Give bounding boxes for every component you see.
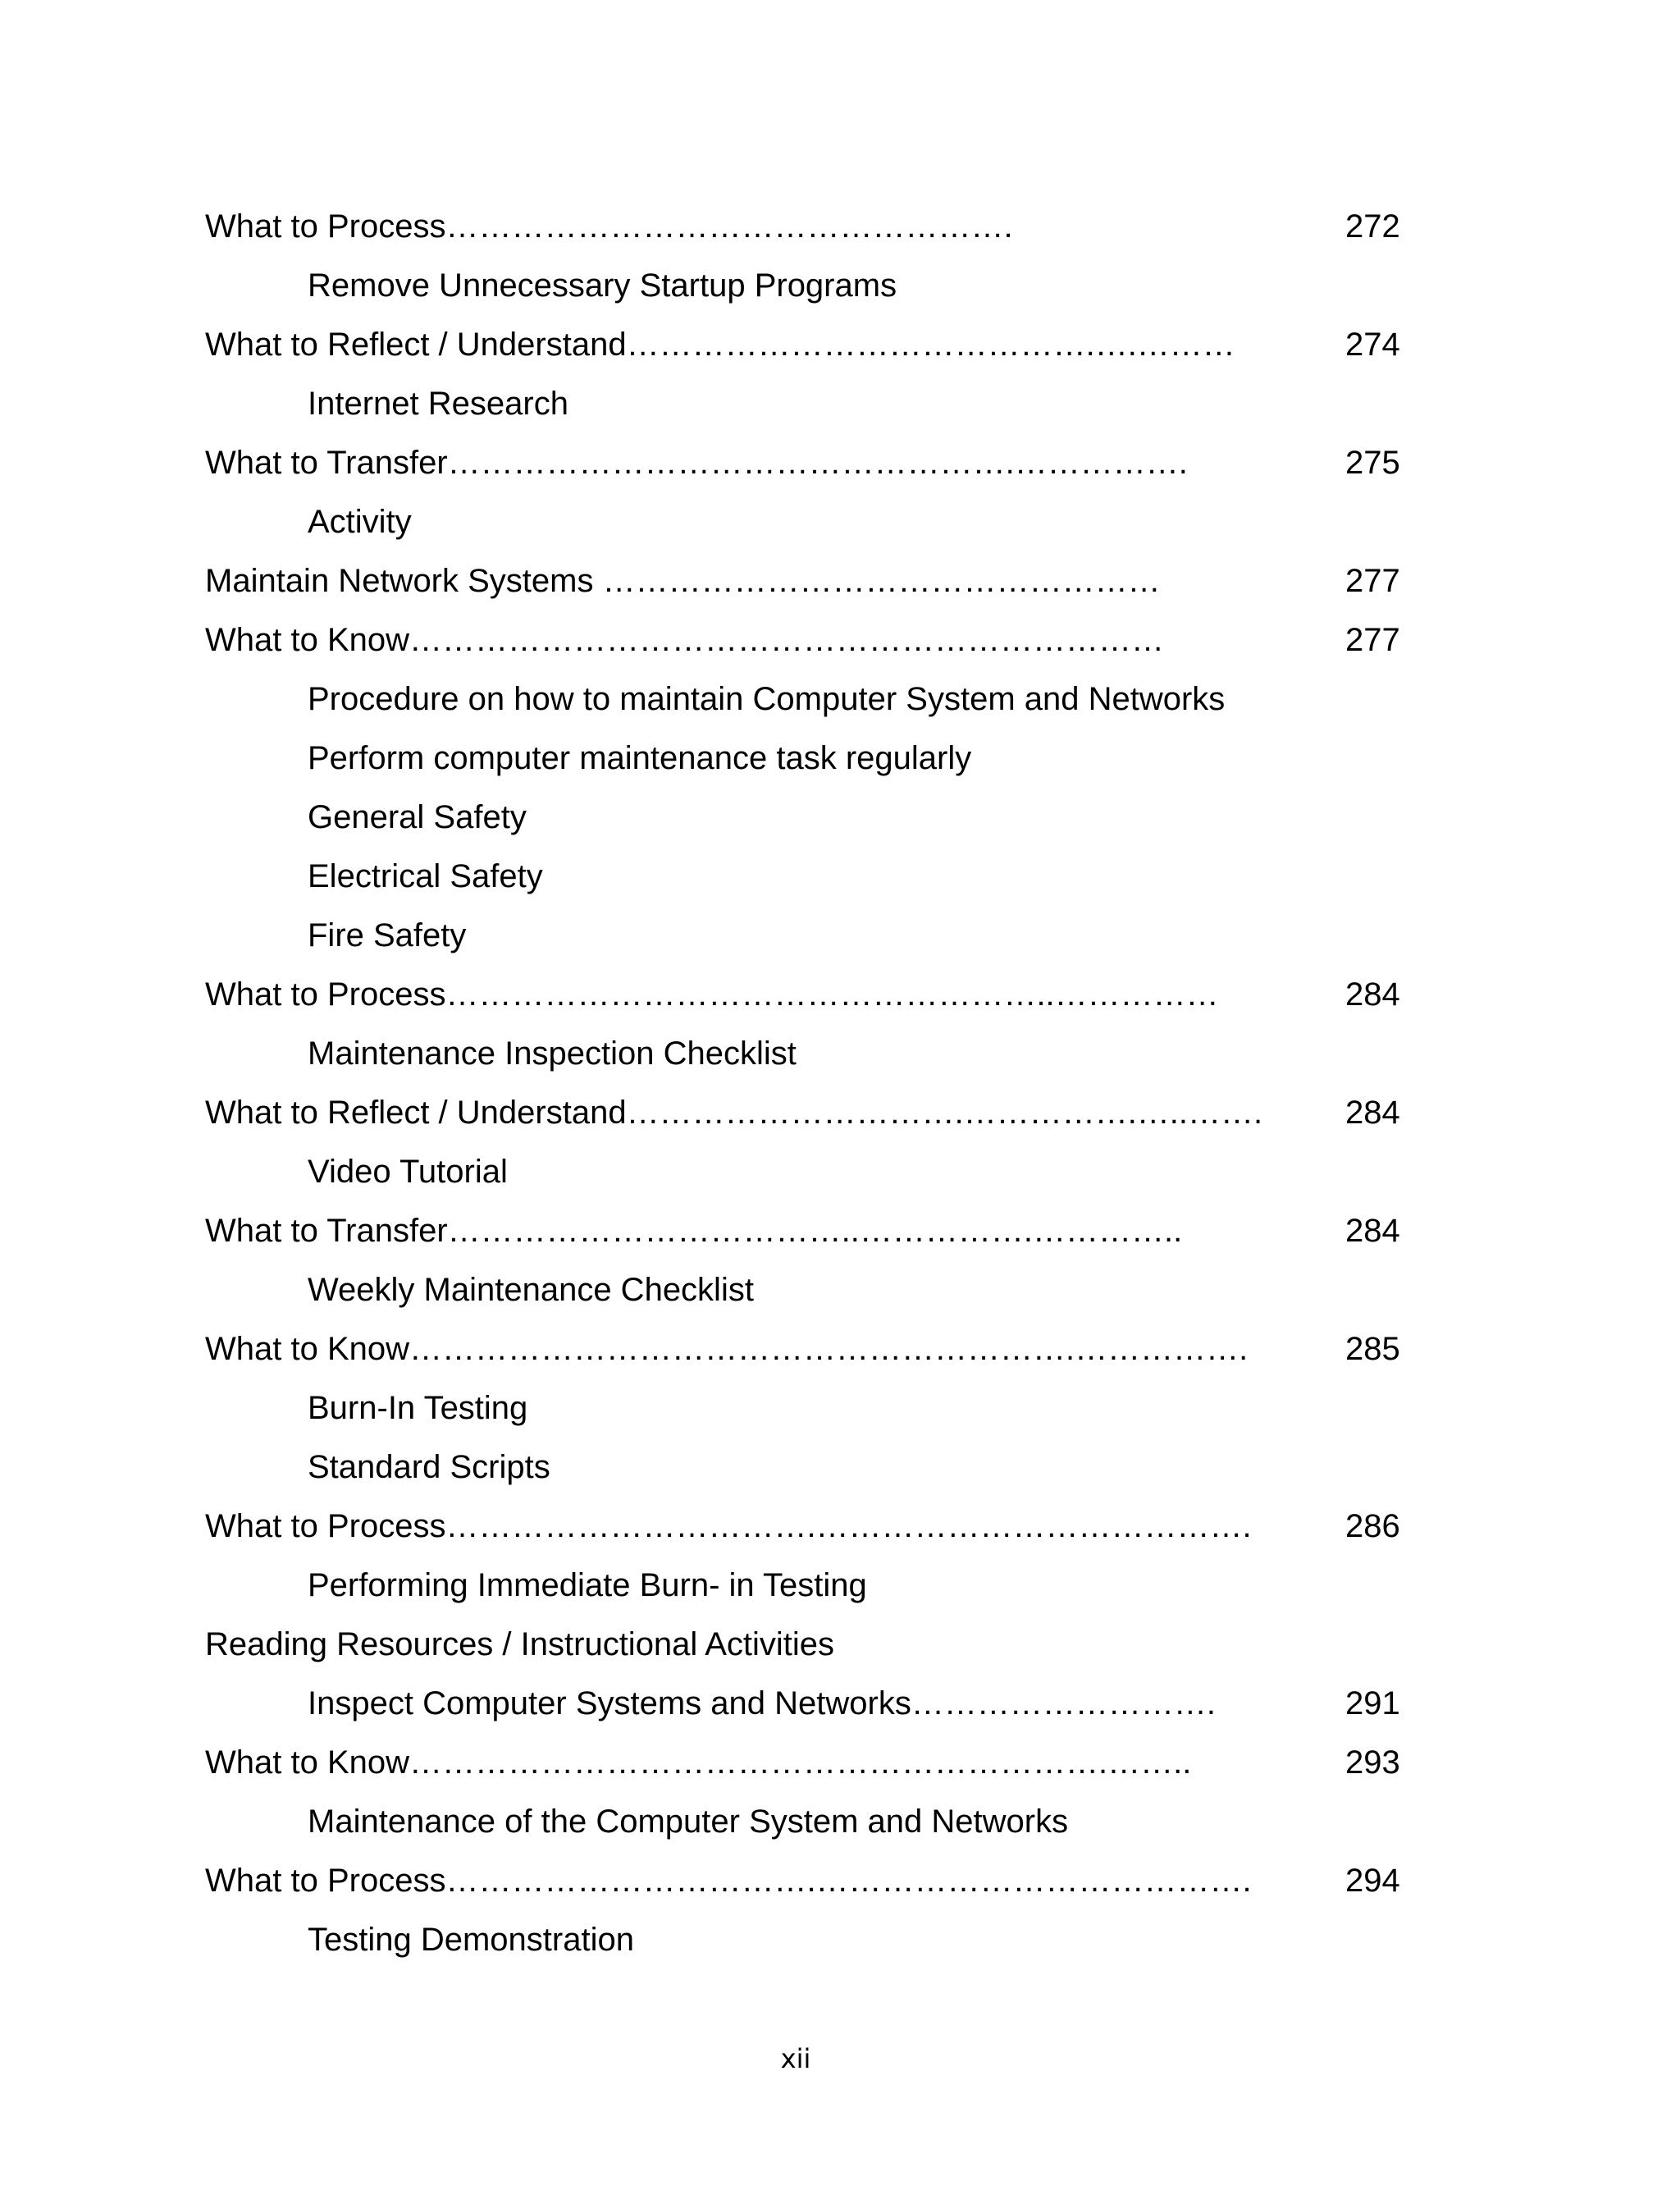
toc-entry-title: Burn-In Testing [308, 1390, 528, 1426]
toc-entry-title: Electrical Safety [308, 858, 543, 894]
toc-entry [0, 1142, 1680, 1201]
toc-entry [0, 1674, 1680, 1733]
toc-entry-page-number: 277 [1345, 622, 1400, 658]
toc-entry-title: Maintenance Inspection Checklist [308, 1036, 797, 1072]
toc-entry [0, 788, 1680, 847]
toc-entry-page-number: 285 [1345, 1331, 1400, 1367]
toc-entry [0, 670, 1680, 729]
page-number: xii [780, 2043, 811, 2074]
toc-entry [0, 847, 1680, 906]
toc-entry-title: Perform computer maintenance task regularly [308, 740, 972, 776]
toc-entry [0, 1851, 1680, 1910]
toc-entry [0, 610, 1680, 670]
toc-entry-title: Performing Immediate Burn- in Testing [308, 1567, 867, 1603]
toc-entry [0, 256, 1680, 315]
toc-entry-title: What to Know……………………………………………………….…….. [205, 1744, 1192, 1781]
toc-entry-title: Testing Demonstration [308, 1922, 634, 1958]
toc-entry-title: What to Process………………………………………………..…………… [205, 976, 1219, 1013]
toc-entry-page-number: 284 [1345, 1095, 1400, 1131]
toc-entry-page-number: 294 [1345, 1863, 1400, 1899]
toc-entry-title: Fire Safety [308, 917, 467, 953]
toc-entry-title: Remove Unnecessary Startup Programs [308, 267, 897, 304]
toc-entry-title: What to Process……………………………………………. [205, 208, 1013, 245]
toc-entry-title: What to Reflect / Understand………………………….…………….…..……. [205, 1095, 1263, 1131]
toc-entry [0, 1260, 1680, 1319]
toc-entry [0, 906, 1680, 965]
toc-entry [0, 197, 1680, 256]
toc-entry [0, 1615, 1680, 1674]
toc-entry-page-number: 284 [1345, 976, 1400, 1013]
toc-entry [0, 1733, 1680, 1792]
toc-entry-title: What to Know…………………………………………………….……………. [205, 1331, 1249, 1367]
toc-entry-title: General Safety [308, 799, 527, 835]
toc-entry [0, 492, 1680, 551]
toc-entry-page-number: 272 [1345, 208, 1400, 245]
toc-entry [0, 1438, 1680, 1497]
toc-entry-page-number: 291 [1345, 1685, 1400, 1721]
toc-entry [0, 1024, 1680, 1083]
toc-entry-title: What to Know…………………………………………………………… [205, 622, 1165, 658]
toc-entry [0, 1083, 1680, 1142]
toc-entry [0, 1556, 1680, 1615]
toc-entry-page-number: 275 [1345, 445, 1400, 481]
toc-entry [0, 1497, 1680, 1556]
toc-entry-title: What to Reflect / Understand…………………………………….….……… [205, 327, 1235, 363]
toc-entry [0, 1910, 1680, 1969]
toc-entry-title: What to Process…………………………….…………………………………. [205, 1863, 1252, 1899]
toc-entry-title: Video Tutorial [308, 1154, 508, 1190]
toc-entry-title: What to Process…………………………….…………………………………. [205, 1508, 1252, 1544]
toc-entry-title: What to Transfer…………………………………………….……………. [205, 445, 1188, 481]
toc-entry [0, 433, 1680, 492]
toc-entry-title: Internet Research [308, 386, 568, 422]
toc-entry-page-number: 284 [1345, 1213, 1400, 1249]
toc-entry-page-number: 286 [1345, 1508, 1400, 1544]
toc-entry-title: What to Transfer………………………………..…………….………….. [205, 1213, 1183, 1249]
toc-entry [0, 1792, 1680, 1851]
toc-entry [0, 551, 1680, 610]
toc-entry [0, 1319, 1680, 1378]
toc-entry-title: Standard Scripts [308, 1449, 550, 1485]
toc-entry-page-number: 277 [1345, 563, 1400, 599]
toc-entry-title: Activity [308, 504, 412, 540]
toc-entry-page-number: 274 [1345, 327, 1400, 363]
toc-entry-title: Inspect Computer Systems and Networks………………………. [308, 1685, 1216, 1721]
toc-entry [0, 729, 1680, 788]
table-of-contents [0, 197, 1680, 1969]
toc-entry [0, 315, 1680, 374]
toc-entry [0, 965, 1680, 1024]
toc-entry-title: Procedure on how to maintain Computer System and Networks [308, 681, 1226, 717]
toc-entry [0, 1201, 1680, 1260]
toc-entry-title: Maintenance of the Computer System and Networks [308, 1804, 1069, 1840]
toc-entry-page-number: 293 [1345, 1744, 1400, 1781]
toc-entry-title: Maintain Network Systems …………………………………………… [205, 563, 1161, 599]
toc-entry [0, 1378, 1680, 1438]
toc-entry-title: Weekly Maintenance Checklist [308, 1272, 754, 1308]
toc-entry [0, 374, 1680, 433]
toc-entry-title: Reading Resources / Instructional Activities [205, 1626, 835, 1662]
